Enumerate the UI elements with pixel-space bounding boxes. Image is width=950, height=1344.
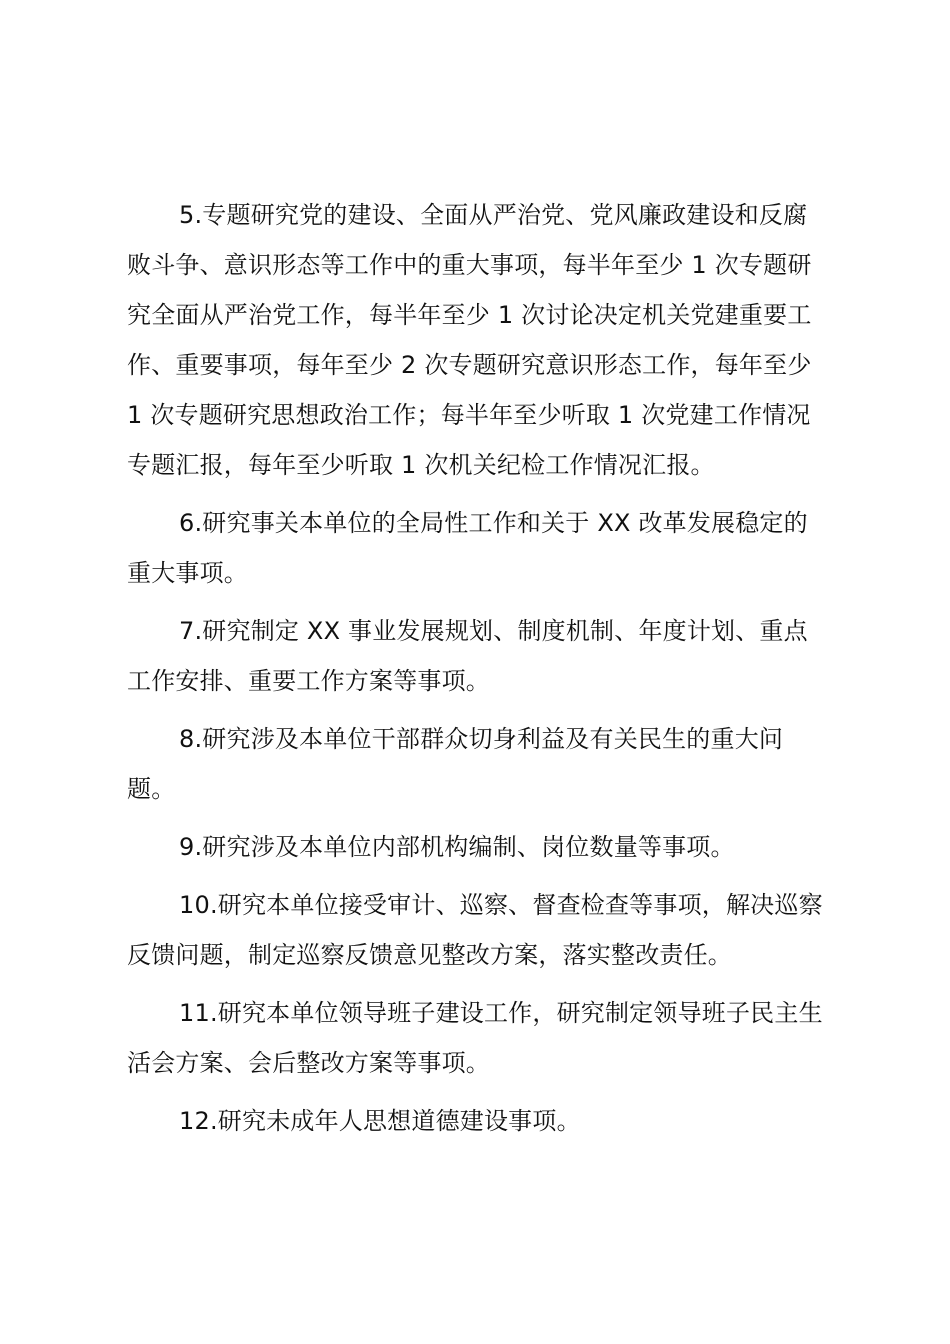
paragraph-item-12: 12.研究未成年人思想道德建设事项。 <box>179 1107 581 1135</box>
paragraph-item-10: 10.研究本单位接受审计、巡察、督查检查等事项，解决巡察反馈问题，制定巡察反馈意见整改方案，落实整改责任。 <box>127 891 823 969</box>
document-body <box>127 190 827 1154</box>
paragraph-item-6: 6.研究事关本单位的全局性工作和关于 XX 改革发展稳定的重大事项。 <box>127 509 808 587</box>
paragraph-item-9: 9.研究涉及本单位内部机构编制、岗位数量等事项。 <box>179 833 735 861</box>
paragraph-item-8: 8.研究涉及本单位干部群众切身利益及有关民生的重大问题。 <box>127 725 784 803</box>
paragraph-item-11: 11.研究本单位领导班子建设工作，研究制定领导班子民主生活会方案、会后整改方案等事项。 <box>127 999 823 1077</box>
paragraph-item-5: 5.专题研究党的建设、全面从严治党、党风廉政建设和反腐败斗争、意识形态等工作中的重大事项，每半年至少 1 次专题研究全面从严治党工作，每半年至少 1 次讨论决定机关党建重要工作、重要事项，每年至少 2 次专题研究意识形态工作，每年至少 1 次专题研究思想政治工作；每半年至少听取 1 次党建工作情况专题汇报，每年至少听取 1 次机关纪检工作情况汇报。 <box>127 201 812 479</box>
paragraph-item-7: 7.研究制定 XX 事业发展规划、制度机制、年度计划、重点工作安排、重要工作方案等事项。 <box>127 617 808 695</box>
